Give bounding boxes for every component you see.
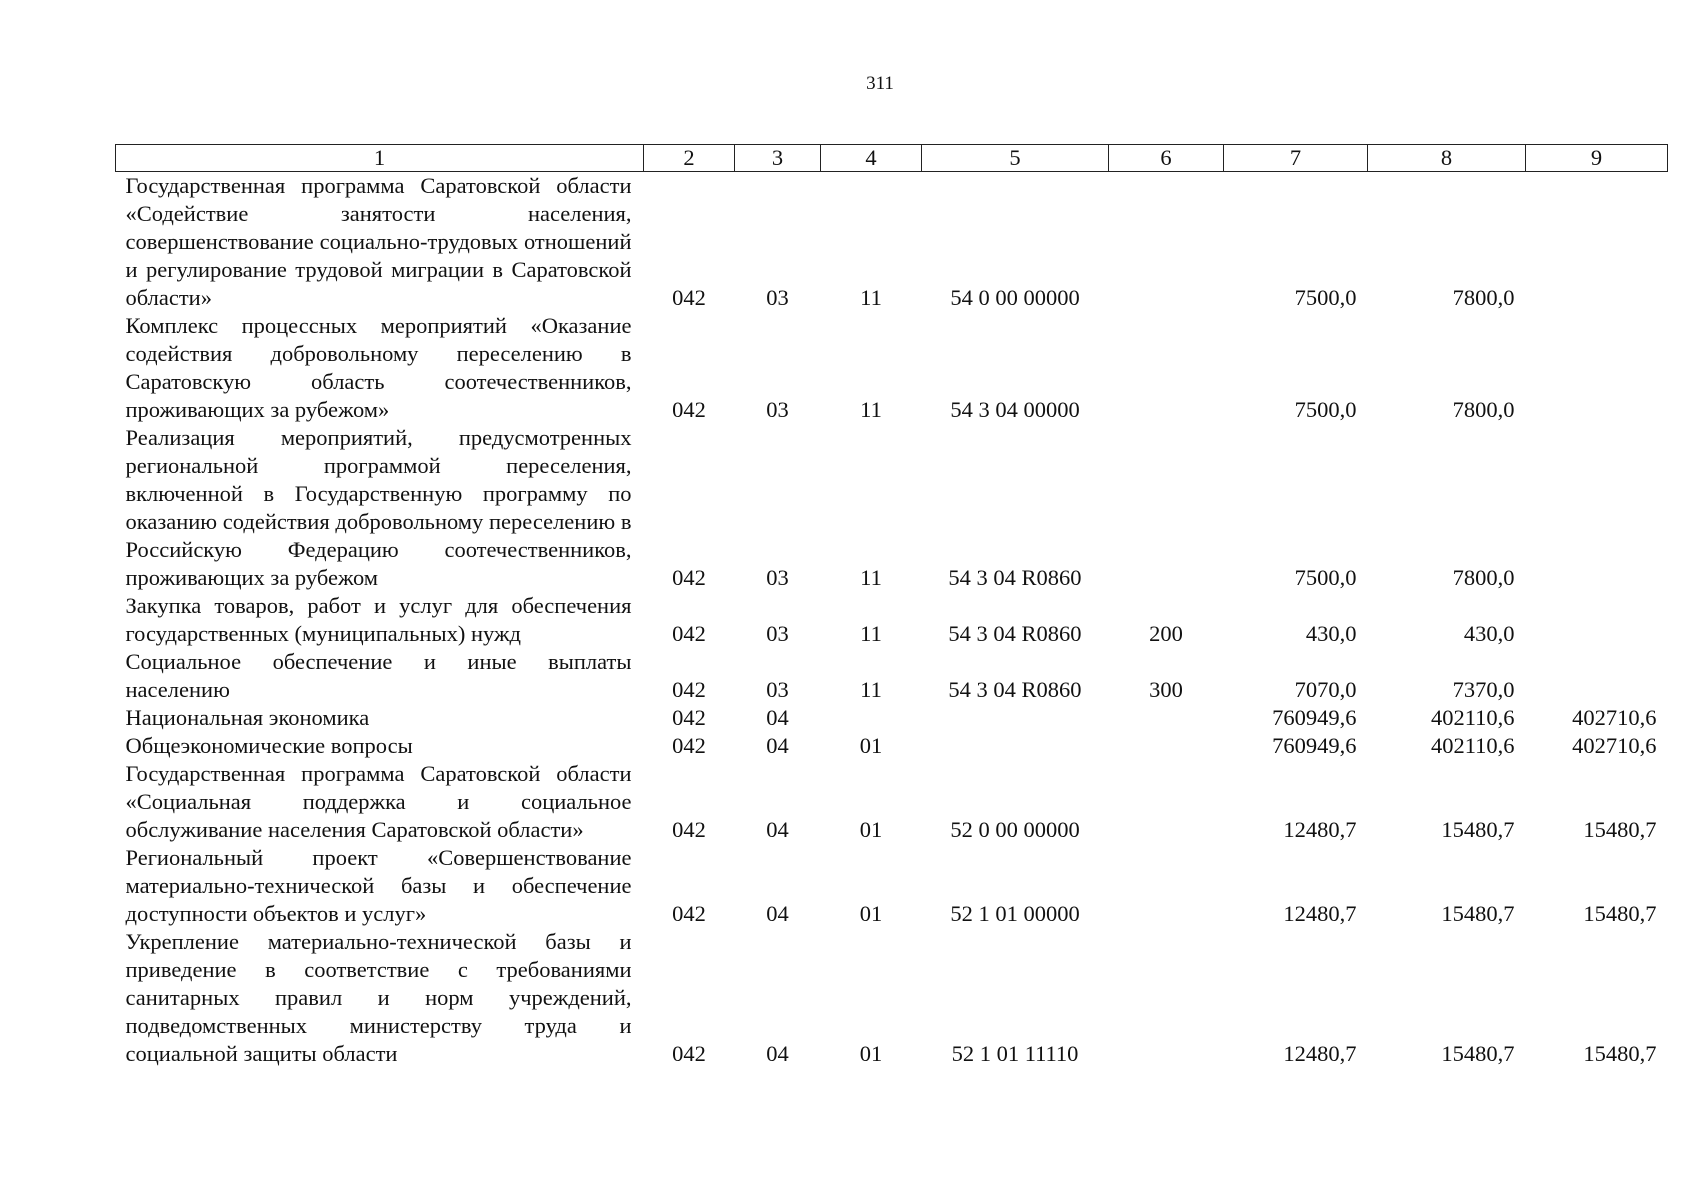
expense-type-code	[1109, 844, 1224, 928]
subsection-code: 11	[860, 285, 882, 310]
ministry-code: 042	[672, 1041, 706, 1066]
amount-col8: 7800,0	[1452, 397, 1515, 422]
amount-col7: 430,0	[1305, 621, 1357, 646]
budget-table	[115, 144, 1668, 1068]
amount-col7: 7500,0	[1294, 285, 1357, 310]
amount-col9	[1526, 312, 1668, 424]
amount-col8: 15480,7	[1441, 817, 1515, 842]
item-name: Государственная программа Саратовской области «Социальная поддержка и социальное обслуживание населения Саратовской области»	[125, 761, 632, 842]
expense-type-code	[1109, 172, 1224, 313]
target-article-code	[922, 704, 1109, 732]
expense-type-code: 200	[1149, 621, 1183, 646]
page-number: 311	[866, 73, 894, 94]
amount-col9	[1526, 172, 1668, 313]
amount-col8: 430,0	[1463, 621, 1515, 646]
target-article-code: 54 0 00 00000	[950, 285, 1080, 310]
table-row	[116, 732, 1668, 760]
amount-col9: 15480,7	[1583, 817, 1657, 842]
target-article-code: 52 1 01 00000	[950, 901, 1080, 926]
amount-col7: 12480,7	[1283, 817, 1357, 842]
target-article-code: 54 3 04 R0860	[948, 565, 1082, 590]
amount-col9: 402710,6	[1572, 705, 1657, 730]
subsection-code: 11	[860, 621, 882, 646]
column-number: 1	[116, 145, 644, 172]
column-number: 9	[1526, 145, 1668, 172]
ministry-code: 042	[672, 677, 706, 702]
item-name: Социальное обеспечение и иные выплаты населению	[125, 649, 632, 702]
table-row	[116, 704, 1668, 732]
amount-col8: 15480,7	[1441, 901, 1515, 926]
subsection-code: 01	[859, 733, 883, 758]
amount-col8: 7800,0	[1452, 565, 1515, 590]
amount-col7: 12480,7	[1283, 901, 1357, 926]
amount-col7: 7070,0	[1294, 677, 1357, 702]
column-number: 8	[1368, 145, 1526, 172]
column-number: 5	[922, 145, 1109, 172]
amount-col9: 15480,7	[1583, 1041, 1657, 1066]
amount-col7: 760949,6	[1272, 705, 1357, 730]
amount-col9	[1526, 424, 1668, 592]
ministry-code: 042	[672, 901, 706, 926]
section-code: 03	[766, 677, 789, 702]
column-number: 2	[644, 145, 735, 172]
section-code: 04	[766, 817, 789, 842]
expense-type-code	[1109, 760, 1224, 844]
amount-col8: 402110,6	[1430, 733, 1515, 758]
section-code: 03	[766, 621, 789, 646]
target-article-code: 54 3 04 00000	[950, 397, 1080, 422]
ministry-code: 042	[672, 397, 706, 422]
amount-col7: 760949,6	[1272, 733, 1357, 758]
amount-col9	[1526, 648, 1668, 704]
item-name: Комплекс процессных мероприятий «Оказание содействия добровольному переселению в Саратовскую область соотечественников, проживающих за рубежом»	[125, 313, 632, 422]
expense-type-code	[1109, 928, 1224, 1068]
section-code: 03	[766, 285, 789, 310]
expense-type-code	[1109, 312, 1224, 424]
column-number: 4	[821, 145, 922, 172]
target-article-code: 52 0 00 00000	[950, 817, 1080, 842]
column-number: 7	[1224, 145, 1368, 172]
amount-col7: 7500,0	[1294, 565, 1357, 590]
table-row	[116, 760, 1668, 844]
table-row	[116, 592, 1668, 648]
ministry-code: 042	[672, 705, 706, 730]
subsection-code: 01	[859, 901, 883, 926]
table-row	[116, 844, 1668, 928]
subsection-code: 11	[860, 397, 882, 422]
table-row	[116, 648, 1668, 704]
item-name: Государственная программа Саратовской области «Содействие занятости населения, совершенствование социально-трудовых отношений и регулирование трудовой миграции в Саратовской области»	[125, 173, 632, 310]
subsection-code	[821, 704, 922, 732]
section-code: 04	[766, 901, 789, 926]
table-body	[116, 172, 1668, 1069]
item-name: Региональный проект «Совершенствование материально-технической базы и обеспечение доступности объектов и услуг»	[125, 845, 632, 926]
ministry-code: 042	[672, 733, 706, 758]
amount-col8: 402110,6	[1430, 705, 1515, 730]
item-name: Реализация мероприятий, предусмотренных региональной программой переселения, включенной в Государственную программу по оказанию содействия добровольному переселению в Российскую Федерацию соотечественников, проживающих за рубежом	[125, 425, 632, 590]
item-name: Укрепление материально-технической базы и приведение в соответствие с требованиями санитарных правил и норм учреждений, подведомственных министерству труда и социальной защиты области	[125, 929, 632, 1066]
ministry-code: 042	[672, 817, 706, 842]
target-article-code: 54 3 04 R0860	[948, 677, 1082, 702]
ministry-code: 042	[672, 621, 706, 646]
subsection-code: 11	[860, 677, 882, 702]
table-header	[116, 145, 1668, 172]
table-row	[116, 312, 1668, 424]
item-name: Закупка товаров, работ и услуг для обеспечения государственных (муниципальных) нужд	[125, 593, 632, 646]
table-row	[116, 928, 1668, 1068]
column-number: 6	[1109, 145, 1224, 172]
section-code: 04	[766, 705, 789, 730]
expense-type-code	[1109, 424, 1224, 592]
item-name: Общеэкономические вопросы	[125, 733, 413, 758]
section-code: 04	[766, 1041, 789, 1066]
subsection-code: 01	[859, 1041, 883, 1066]
amount-col8: 7370,0	[1452, 677, 1515, 702]
ministry-code: 042	[672, 565, 706, 590]
ministry-code: 042	[672, 285, 706, 310]
section-code: 03	[766, 565, 789, 590]
table-row	[116, 172, 1668, 313]
expense-type-code: 300	[1149, 677, 1183, 702]
amount-col8: 15480,7	[1441, 1041, 1515, 1066]
amount-col7: 7500,0	[1294, 397, 1357, 422]
header-row	[116, 145, 1668, 172]
expense-type-code	[1109, 732, 1224, 760]
section-code: 04	[766, 733, 789, 758]
expense-type-code	[1109, 704, 1224, 732]
table-row	[116, 424, 1668, 592]
target-article-code	[922, 732, 1109, 760]
amount-col9: 402710,6	[1572, 733, 1657, 758]
section-code: 03	[766, 397, 789, 422]
item-name: Национальная экономика	[125, 705, 370, 730]
amount-col9: 15480,7	[1583, 901, 1657, 926]
amount-col7: 12480,7	[1283, 1041, 1357, 1066]
target-article-code: 52 1 01 11110	[951, 1041, 1079, 1066]
column-number: 3	[735, 145, 821, 172]
subsection-code: 11	[860, 565, 882, 590]
target-article-code: 54 3 04 R0860	[948, 621, 1082, 646]
amount-col9	[1526, 592, 1668, 648]
subsection-code: 01	[859, 817, 883, 842]
amount-col8: 7800,0	[1452, 285, 1515, 310]
